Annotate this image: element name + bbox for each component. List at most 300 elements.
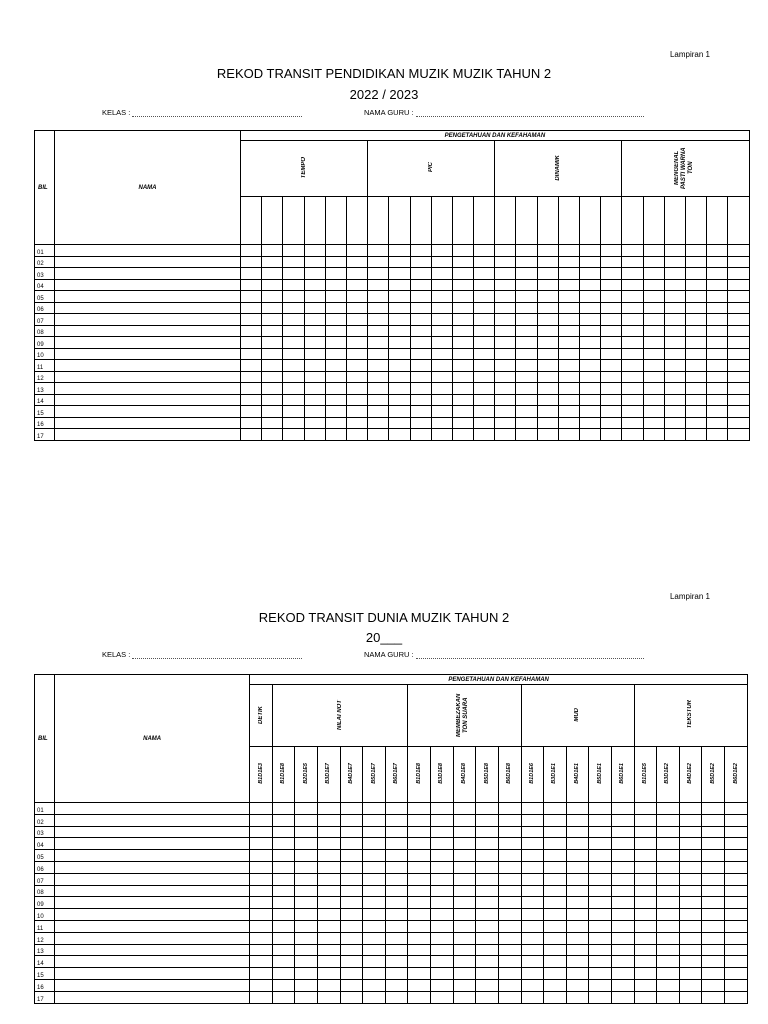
score-cell[interactable] bbox=[431, 968, 454, 980]
score-cell[interactable] bbox=[452, 302, 473, 314]
score-cell[interactable] bbox=[679, 803, 702, 815]
score-cell[interactable] bbox=[272, 803, 295, 815]
score-cell[interactable] bbox=[634, 968, 657, 980]
score-cell[interactable] bbox=[544, 803, 567, 815]
score-cell[interactable] bbox=[589, 944, 612, 956]
score-cell[interactable] bbox=[558, 291, 579, 303]
score-cell[interactable] bbox=[498, 932, 521, 944]
score-cell[interactable] bbox=[453, 944, 476, 956]
score-cell[interactable] bbox=[453, 956, 476, 968]
student-name-cell[interactable] bbox=[55, 394, 241, 406]
score-cell[interactable] bbox=[262, 245, 283, 257]
nama-guru-field[interactable] bbox=[364, 108, 644, 117]
score-cell[interactable] bbox=[453, 920, 476, 932]
score-cell[interactable] bbox=[589, 991, 612, 1003]
score-cell[interactable] bbox=[725, 932, 748, 944]
score-cell[interactable] bbox=[544, 850, 567, 862]
score-cell[interactable] bbox=[537, 383, 558, 395]
score-cell[interactable] bbox=[385, 991, 408, 1003]
score-cell[interactable] bbox=[679, 909, 702, 921]
score-cell[interactable] bbox=[580, 371, 601, 383]
score-cell[interactable] bbox=[363, 932, 386, 944]
score-cell[interactable] bbox=[389, 325, 410, 337]
score-cell[interactable] bbox=[537, 337, 558, 349]
score-cell[interactable] bbox=[521, 826, 544, 838]
score-cell[interactable] bbox=[431, 956, 454, 968]
score-cell[interactable] bbox=[558, 314, 579, 326]
score-cell[interactable] bbox=[544, 956, 567, 968]
score-cell[interactable] bbox=[728, 256, 750, 268]
score-cell[interactable] bbox=[241, 268, 262, 280]
score-cell[interactable] bbox=[611, 956, 634, 968]
sub-column-header[interactable] bbox=[304, 197, 325, 245]
score-cell[interactable] bbox=[558, 256, 579, 268]
score-cell[interactable] bbox=[431, 873, 454, 885]
score-cell[interactable] bbox=[325, 256, 346, 268]
score-cell[interactable] bbox=[474, 291, 495, 303]
score-cell[interactable] bbox=[368, 279, 389, 291]
score-cell[interactable] bbox=[521, 968, 544, 980]
score-cell[interactable] bbox=[474, 429, 495, 441]
score-cell[interactable] bbox=[498, 826, 521, 838]
score-cell[interactable] bbox=[295, 991, 318, 1003]
score-cell[interactable] bbox=[725, 814, 748, 826]
score-cell[interactable] bbox=[474, 256, 495, 268]
score-cell[interactable] bbox=[272, 944, 295, 956]
score-cell[interactable] bbox=[476, 885, 499, 897]
score-cell[interactable] bbox=[389, 348, 410, 360]
score-cell[interactable] bbox=[346, 360, 367, 372]
score-cell[interactable] bbox=[453, 979, 476, 991]
student-name-cell[interactable] bbox=[55, 826, 250, 838]
score-cell[interactable] bbox=[707, 314, 728, 326]
score-cell[interactable] bbox=[643, 302, 664, 314]
score-cell[interactable] bbox=[368, 394, 389, 406]
score-cell[interactable] bbox=[622, 383, 643, 395]
score-cell[interactable] bbox=[431, 314, 452, 326]
score-cell[interactable] bbox=[622, 314, 643, 326]
score-cell[interactable] bbox=[622, 279, 643, 291]
score-cell[interactable] bbox=[685, 302, 706, 314]
score-cell[interactable] bbox=[340, 956, 363, 968]
score-cell[interactable] bbox=[537, 417, 558, 429]
score-cell[interactable] bbox=[410, 383, 431, 395]
sub-column-header[interactable] bbox=[283, 197, 304, 245]
score-cell[interactable] bbox=[452, 337, 473, 349]
score-cell[interactable] bbox=[622, 337, 643, 349]
score-cell[interactable] bbox=[728, 314, 750, 326]
score-cell[interactable] bbox=[476, 991, 499, 1003]
score-cell[interactable] bbox=[634, 944, 657, 956]
student-name-cell[interactable] bbox=[55, 337, 241, 349]
score-cell[interactable] bbox=[241, 314, 262, 326]
score-cell[interactable] bbox=[580, 360, 601, 372]
score-cell[interactable] bbox=[363, 885, 386, 897]
score-cell[interactable] bbox=[657, 932, 680, 944]
score-cell[interactable] bbox=[340, 885, 363, 897]
score-cell[interactable] bbox=[566, 873, 589, 885]
score-cell[interactable] bbox=[516, 268, 537, 280]
score-cell[interactable] bbox=[385, 861, 408, 873]
score-cell[interactable] bbox=[410, 314, 431, 326]
score-cell[interactable] bbox=[389, 417, 410, 429]
score-cell[interactable] bbox=[679, 850, 702, 862]
score-cell[interactable] bbox=[318, 944, 341, 956]
score-cell[interactable] bbox=[304, 314, 325, 326]
score-cell[interactable] bbox=[295, 838, 318, 850]
score-cell[interactable] bbox=[611, 932, 634, 944]
score-cell[interactable] bbox=[474, 314, 495, 326]
score-cell[interactable] bbox=[521, 920, 544, 932]
score-cell[interactable] bbox=[431, 279, 452, 291]
score-cell[interactable] bbox=[643, 406, 664, 418]
score-cell[interactable] bbox=[601, 245, 622, 257]
score-cell[interactable] bbox=[452, 348, 473, 360]
score-cell[interactable] bbox=[664, 268, 685, 280]
score-cell[interactable] bbox=[385, 826, 408, 838]
score-cell[interactable] bbox=[431, 885, 454, 897]
score-cell[interactable] bbox=[521, 814, 544, 826]
score-cell[interactable] bbox=[537, 302, 558, 314]
score-cell[interactable] bbox=[498, 920, 521, 932]
student-name-cell[interactable] bbox=[55, 814, 250, 826]
score-cell[interactable] bbox=[521, 932, 544, 944]
score-cell[interactable] bbox=[408, 838, 431, 850]
score-cell[interactable] bbox=[643, 360, 664, 372]
score-cell[interactable] bbox=[431, 325, 452, 337]
score-cell[interactable] bbox=[410, 279, 431, 291]
score-cell[interactable] bbox=[725, 920, 748, 932]
score-cell[interactable] bbox=[410, 245, 431, 257]
score-cell[interactable] bbox=[544, 944, 567, 956]
score-cell[interactable] bbox=[262, 371, 283, 383]
score-cell[interactable] bbox=[431, 417, 452, 429]
score-cell[interactable] bbox=[408, 861, 431, 873]
score-cell[interactable] bbox=[474, 417, 495, 429]
score-cell[interactable] bbox=[295, 885, 318, 897]
student-name-cell[interactable] bbox=[55, 245, 241, 257]
score-cell[interactable] bbox=[410, 268, 431, 280]
score-cell[interactable] bbox=[558, 348, 579, 360]
score-cell[interactable] bbox=[408, 979, 431, 991]
score-cell[interactable] bbox=[566, 979, 589, 991]
score-cell[interactable] bbox=[295, 909, 318, 921]
score-cell[interactable] bbox=[325, 279, 346, 291]
score-cell[interactable] bbox=[408, 956, 431, 968]
score-cell[interactable] bbox=[725, 956, 748, 968]
student-name-cell[interactable] bbox=[55, 909, 250, 921]
score-cell[interactable] bbox=[346, 348, 367, 360]
score-cell[interactable] bbox=[453, 826, 476, 838]
score-cell[interactable] bbox=[521, 861, 544, 873]
score-cell[interactable] bbox=[283, 268, 304, 280]
score-cell[interactable] bbox=[702, 920, 725, 932]
score-cell[interactable] bbox=[272, 979, 295, 991]
score-cell[interactable] bbox=[516, 348, 537, 360]
score-cell[interactable] bbox=[725, 861, 748, 873]
score-cell[interactable] bbox=[283, 429, 304, 441]
score-cell[interactable] bbox=[558, 394, 579, 406]
score-cell[interactable] bbox=[431, 337, 452, 349]
score-cell[interactable] bbox=[566, 838, 589, 850]
score-cell[interactable] bbox=[363, 803, 386, 815]
score-cell[interactable] bbox=[498, 838, 521, 850]
score-cell[interactable] bbox=[566, 814, 589, 826]
score-cell[interactable] bbox=[363, 814, 386, 826]
score-cell[interactable] bbox=[558, 406, 579, 418]
score-cell[interactable] bbox=[580, 325, 601, 337]
score-cell[interactable] bbox=[679, 968, 702, 980]
score-cell[interactable] bbox=[250, 909, 273, 921]
score-cell[interactable] bbox=[728, 417, 750, 429]
score-cell[interactable] bbox=[679, 873, 702, 885]
sub-column-header[interactable] bbox=[262, 197, 283, 245]
score-cell[interactable] bbox=[580, 417, 601, 429]
score-cell[interactable] bbox=[702, 968, 725, 980]
score-cell[interactable] bbox=[558, 325, 579, 337]
score-cell[interactable] bbox=[453, 909, 476, 921]
score-cell[interactable] bbox=[601, 302, 622, 314]
score-cell[interactable] bbox=[611, 979, 634, 991]
score-cell[interactable] bbox=[566, 968, 589, 980]
score-cell[interactable] bbox=[476, 979, 499, 991]
score-cell[interactable] bbox=[707, 383, 728, 395]
sub-column-header[interactable] bbox=[410, 197, 431, 245]
score-cell[interactable] bbox=[453, 897, 476, 909]
score-cell[interactable] bbox=[702, 814, 725, 826]
score-cell[interactable] bbox=[250, 850, 273, 862]
score-cell[interactable] bbox=[679, 897, 702, 909]
score-cell[interactable] bbox=[728, 337, 750, 349]
score-cell[interactable] bbox=[272, 956, 295, 968]
kelas-field[interactable] bbox=[102, 108, 302, 117]
score-cell[interactable] bbox=[325, 348, 346, 360]
score-cell[interactable] bbox=[476, 838, 499, 850]
score-cell[interactable] bbox=[707, 429, 728, 441]
sub-column-header[interactable] bbox=[537, 197, 558, 245]
score-cell[interactable] bbox=[725, 968, 748, 980]
score-cell[interactable] bbox=[385, 803, 408, 815]
score-cell[interactable] bbox=[634, 850, 657, 862]
score-cell[interactable] bbox=[410, 337, 431, 349]
score-cell[interactable] bbox=[431, 979, 454, 991]
score-cell[interactable] bbox=[537, 371, 558, 383]
score-cell[interactable] bbox=[325, 314, 346, 326]
score-cell[interactable] bbox=[340, 826, 363, 838]
score-cell[interactable] bbox=[657, 873, 680, 885]
score-cell[interactable] bbox=[664, 348, 685, 360]
score-cell[interactable] bbox=[476, 897, 499, 909]
score-cell[interactable] bbox=[657, 803, 680, 815]
score-cell[interactable] bbox=[295, 944, 318, 956]
score-cell[interactable] bbox=[431, 383, 452, 395]
score-cell[interactable] bbox=[544, 932, 567, 944]
score-cell[interactable] bbox=[453, 838, 476, 850]
score-cell[interactable] bbox=[580, 302, 601, 314]
score-cell[interactable] bbox=[318, 932, 341, 944]
score-cell[interactable] bbox=[728, 406, 750, 418]
score-cell[interactable] bbox=[452, 429, 473, 441]
score-cell[interactable] bbox=[601, 256, 622, 268]
score-cell[interactable] bbox=[250, 814, 273, 826]
score-cell[interactable] bbox=[634, 838, 657, 850]
score-cell[interactable] bbox=[728, 291, 750, 303]
score-cell[interactable] bbox=[340, 803, 363, 815]
score-cell[interactable] bbox=[521, 885, 544, 897]
score-cell[interactable] bbox=[657, 991, 680, 1003]
score-cell[interactable] bbox=[643, 291, 664, 303]
score-cell[interactable] bbox=[474, 268, 495, 280]
sub-column-header[interactable] bbox=[580, 197, 601, 245]
score-cell[interactable] bbox=[304, 268, 325, 280]
score-cell[interactable] bbox=[431, 861, 454, 873]
score-cell[interactable] bbox=[304, 291, 325, 303]
score-cell[interactable] bbox=[389, 268, 410, 280]
score-cell[interactable] bbox=[476, 956, 499, 968]
score-cell[interactable] bbox=[601, 360, 622, 372]
score-cell[interactable] bbox=[495, 383, 516, 395]
score-cell[interactable] bbox=[516, 429, 537, 441]
score-cell[interactable] bbox=[346, 245, 367, 257]
score-cell[interactable] bbox=[566, 944, 589, 956]
sub-column-header[interactable] bbox=[728, 197, 750, 245]
score-cell[interactable] bbox=[272, 968, 295, 980]
score-cell[interactable] bbox=[622, 325, 643, 337]
sub-column-header[interactable] bbox=[707, 197, 728, 245]
score-cell[interactable] bbox=[272, 991, 295, 1003]
kelas-field[interactable] bbox=[102, 650, 302, 659]
score-cell[interactable] bbox=[664, 256, 685, 268]
score-cell[interactable] bbox=[498, 909, 521, 921]
score-cell[interactable] bbox=[410, 291, 431, 303]
score-cell[interactable] bbox=[702, 932, 725, 944]
sub-column-header[interactable] bbox=[495, 197, 516, 245]
score-cell[interactable] bbox=[304, 348, 325, 360]
score-cell[interactable] bbox=[657, 861, 680, 873]
score-cell[interactable] bbox=[474, 279, 495, 291]
score-cell[interactable] bbox=[304, 383, 325, 395]
score-cell[interactable] bbox=[408, 803, 431, 815]
score-cell[interactable] bbox=[363, 850, 386, 862]
score-cell[interactable] bbox=[707, 371, 728, 383]
score-cell[interactable] bbox=[272, 897, 295, 909]
score-cell[interactable] bbox=[318, 873, 341, 885]
score-cell[interactable] bbox=[611, 803, 634, 815]
student-name-cell[interactable] bbox=[55, 256, 241, 268]
score-cell[interactable] bbox=[679, 944, 702, 956]
score-cell[interactable] bbox=[389, 291, 410, 303]
score-cell[interactable] bbox=[622, 268, 643, 280]
student-name-cell[interactable] bbox=[55, 325, 241, 337]
score-cell[interactable] bbox=[304, 417, 325, 429]
score-cell[interactable] bbox=[707, 279, 728, 291]
score-cell[interactable] bbox=[431, 256, 452, 268]
score-cell[interactable] bbox=[643, 268, 664, 280]
score-cell[interactable] bbox=[611, 838, 634, 850]
score-cell[interactable] bbox=[685, 256, 706, 268]
score-cell[interactable] bbox=[611, 861, 634, 873]
score-cell[interactable] bbox=[389, 360, 410, 372]
score-cell[interactable] bbox=[283, 348, 304, 360]
score-cell[interactable] bbox=[566, 991, 589, 1003]
score-cell[interactable] bbox=[318, 850, 341, 862]
score-cell[interactable] bbox=[283, 406, 304, 418]
score-cell[interactable] bbox=[410, 371, 431, 383]
score-cell[interactable] bbox=[453, 968, 476, 980]
score-cell[interactable] bbox=[521, 909, 544, 921]
score-cell[interactable] bbox=[664, 337, 685, 349]
score-cell[interactable] bbox=[476, 932, 499, 944]
score-cell[interactable] bbox=[346, 302, 367, 314]
score-cell[interactable] bbox=[580, 279, 601, 291]
score-cell[interactable] bbox=[431, 909, 454, 921]
score-cell[interactable] bbox=[589, 979, 612, 991]
score-cell[interactable] bbox=[474, 325, 495, 337]
score-cell[interactable] bbox=[495, 406, 516, 418]
score-cell[interactable] bbox=[498, 873, 521, 885]
score-cell[interactable] bbox=[657, 885, 680, 897]
nama-guru-field[interactable] bbox=[364, 650, 644, 659]
score-cell[interactable] bbox=[368, 302, 389, 314]
score-cell[interactable] bbox=[544, 897, 567, 909]
score-cell[interactable] bbox=[634, 897, 657, 909]
score-cell[interactable] bbox=[544, 861, 567, 873]
score-cell[interactable] bbox=[495, 348, 516, 360]
score-cell[interactable] bbox=[664, 279, 685, 291]
score-cell[interactable] bbox=[272, 873, 295, 885]
score-cell[interactable] bbox=[495, 256, 516, 268]
score-cell[interactable] bbox=[452, 291, 473, 303]
score-cell[interactable] bbox=[566, 932, 589, 944]
score-cell[interactable] bbox=[558, 268, 579, 280]
score-cell[interactable] bbox=[241, 325, 262, 337]
score-cell[interactable] bbox=[250, 944, 273, 956]
score-cell[interactable] bbox=[408, 944, 431, 956]
score-cell[interactable] bbox=[622, 360, 643, 372]
score-cell[interactable] bbox=[634, 932, 657, 944]
score-cell[interactable] bbox=[634, 803, 657, 815]
score-cell[interactable] bbox=[304, 256, 325, 268]
score-cell[interactable] bbox=[431, 406, 452, 418]
score-cell[interactable] bbox=[476, 861, 499, 873]
score-cell[interactable] bbox=[325, 245, 346, 257]
score-cell[interactable] bbox=[272, 861, 295, 873]
score-cell[interactable] bbox=[346, 337, 367, 349]
score-cell[interactable] bbox=[622, 429, 643, 441]
score-cell[interactable] bbox=[495, 302, 516, 314]
score-cell[interactable] bbox=[295, 861, 318, 873]
score-cell[interactable] bbox=[453, 850, 476, 862]
score-cell[interactable] bbox=[408, 885, 431, 897]
score-cell[interactable] bbox=[498, 861, 521, 873]
score-cell[interactable] bbox=[389, 256, 410, 268]
score-cell[interactable] bbox=[325, 325, 346, 337]
score-cell[interactable] bbox=[728, 348, 750, 360]
score-cell[interactable] bbox=[325, 291, 346, 303]
score-cell[interactable] bbox=[657, 814, 680, 826]
score-cell[interactable] bbox=[346, 429, 367, 441]
score-cell[interactable] bbox=[389, 429, 410, 441]
score-cell[interactable] bbox=[498, 944, 521, 956]
score-cell[interactable] bbox=[318, 803, 341, 815]
score-cell[interactable] bbox=[707, 360, 728, 372]
score-cell[interactable] bbox=[346, 279, 367, 291]
score-cell[interactable] bbox=[498, 991, 521, 1003]
score-cell[interactable] bbox=[558, 279, 579, 291]
score-cell[interactable] bbox=[516, 360, 537, 372]
score-cell[interactable] bbox=[516, 371, 537, 383]
score-cell[interactable] bbox=[346, 417, 367, 429]
